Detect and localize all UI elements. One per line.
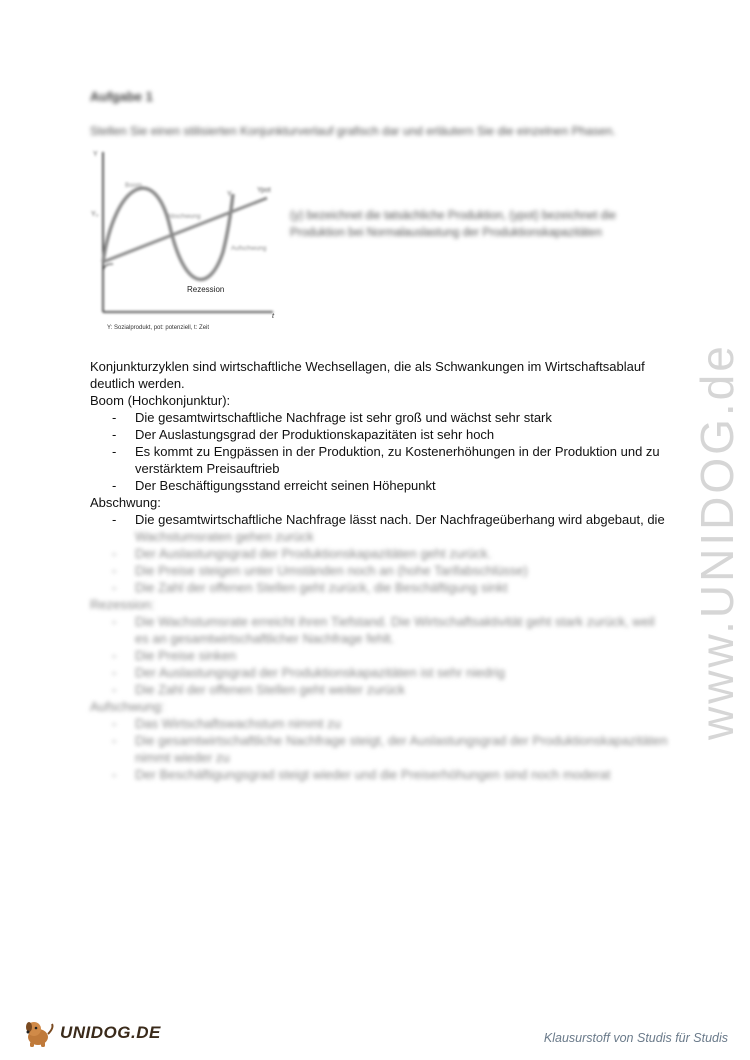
bullet-item: - Der Auslastungsgrad der Produktionskapazitäten ist sehr niedrig: [112, 665, 505, 680]
section-title-aufschwung: Aufschwung:: [90, 699, 165, 714]
figure-caption: (y) bezeichnet die tatsächliche Produktion, (ypot) bezeichnet die Produktion bei Normalauslastung der Produktionskapazitäten: [290, 210, 617, 239]
bullet-item: - Die gesamtwirtschaftliche Nachfrage steigt, der Auslastungsgrad der Produktionskapazitäten nimmt wieder zu: [112, 733, 668, 765]
y0-label: Y₀: [91, 211, 99, 218]
task-text: Stellen Sie einen stilisierten Konjunkturverlauf grafisch dar und erläutern Sie die einzelnen Phasen.: [90, 124, 616, 138]
section-title-rezession: Rezession:: [90, 597, 155, 612]
t-axis-label: t: [272, 311, 275, 320]
watermark: www.UNIDOG.de: [691, 343, 743, 740]
heading: Aufgabe 1: [90, 89, 153, 104]
bullet-item: - Der Beschäftigungsstand erreicht seinen Höhepunkt: [112, 478, 436, 493]
dog-mascot-icon: [22, 1018, 56, 1048]
figure-legend: Y: Sozialprodukt, pot: potenziell, t: Zeit: [107, 325, 210, 331]
bullet-item: - Der Auslastungsgrad der Produktionskapazitäten ist sehr hoch: [112, 427, 495, 442]
footer-logo: [22, 1018, 161, 1048]
y-curve-label: Y: [227, 191, 232, 198]
bullet-item: - Die Preise sinken: [112, 648, 237, 663]
intro-line: Konjunkturzyklen sind wirtschaftliche Wechsellagen, die als Schwankungen im Wirtschaftsablauf: [90, 359, 645, 374]
blurred-content: [90, 545, 690, 783]
phase-abschwung-label: Abschwung: [167, 213, 201, 220]
y-axis-label: Y: [93, 151, 98, 158]
phase-rezession-label: Rezession: [187, 285, 225, 294]
figure-graphics: [91, 151, 273, 312]
trend-line: [103, 198, 267, 262]
bullet-item: - Der Auslastungsgrad der Produktionskapazitäten geht zurück.: [112, 546, 492, 561]
cycle-curve: [103, 188, 233, 279]
section-title-abschwung: Abschwung:: [90, 495, 161, 510]
phase-aufschwung-label: Aufschwung: [231, 245, 267, 252]
document-body: [90, 358, 690, 783]
bullet-item: - Die Zahl der offenen Stellen geht weiter zurück: [112, 682, 406, 697]
bullet-item: - Die gesamtwirtschaftliche Nachfrage lässt nach. Der Nachfrageüberhang wird abgebaut, die Wachstumsraten gehen zurück: [112, 512, 665, 544]
baseline-tick: [103, 264, 113, 270]
bullet-item: - Das Wirtschaftswachstum nimmt zu: [112, 716, 341, 731]
intro-line: deutlich werden.: [90, 376, 185, 391]
ypot-label: Ypot: [257, 187, 271, 194]
bullet-item: - Der Beschäftigungsgrad steigt wieder und die Preiserhöhungen sind noch moderat: [112, 767, 611, 782]
footer-slogan: Klausurstoff von Studis für Studis: [543, 1031, 728, 1045]
business-cycle-figure: [85, 142, 285, 337]
bullet-item: - Es kommt zu Engpässen in der Produktion, zu Kostenerhöhungen in der Produktion und zu verstärktem Preisauftrieb: [112, 444, 660, 476]
section-title-boom: Boom (Hochkonjunktur):: [90, 393, 231, 408]
phase-boom-label: Boom: [125, 182, 142, 189]
logo-text: UNIDOG.DE: [60, 1023, 161, 1042]
bullet-item: - Die gesamtwirtschaftliche Nachfrage ist sehr groß und wächst sehr stark: [112, 410, 552, 425]
bullet-item: - Die Wachstumsrate erreicht ihren Tiefstand. Die Wirtschaftsaktivität geht stark zurück, weil es an gesamtwirtschaftlicher Nachfrage fehlt.: [112, 614, 655, 646]
bullet-item: - Die Preise steigen unter Umständen noch an (hohe Tarifabschlüsse): [112, 563, 528, 578]
bullet-item: - Die Zahl der offenen Stellen geht zurück, die Beschäftigung sinkt: [112, 580, 508, 595]
